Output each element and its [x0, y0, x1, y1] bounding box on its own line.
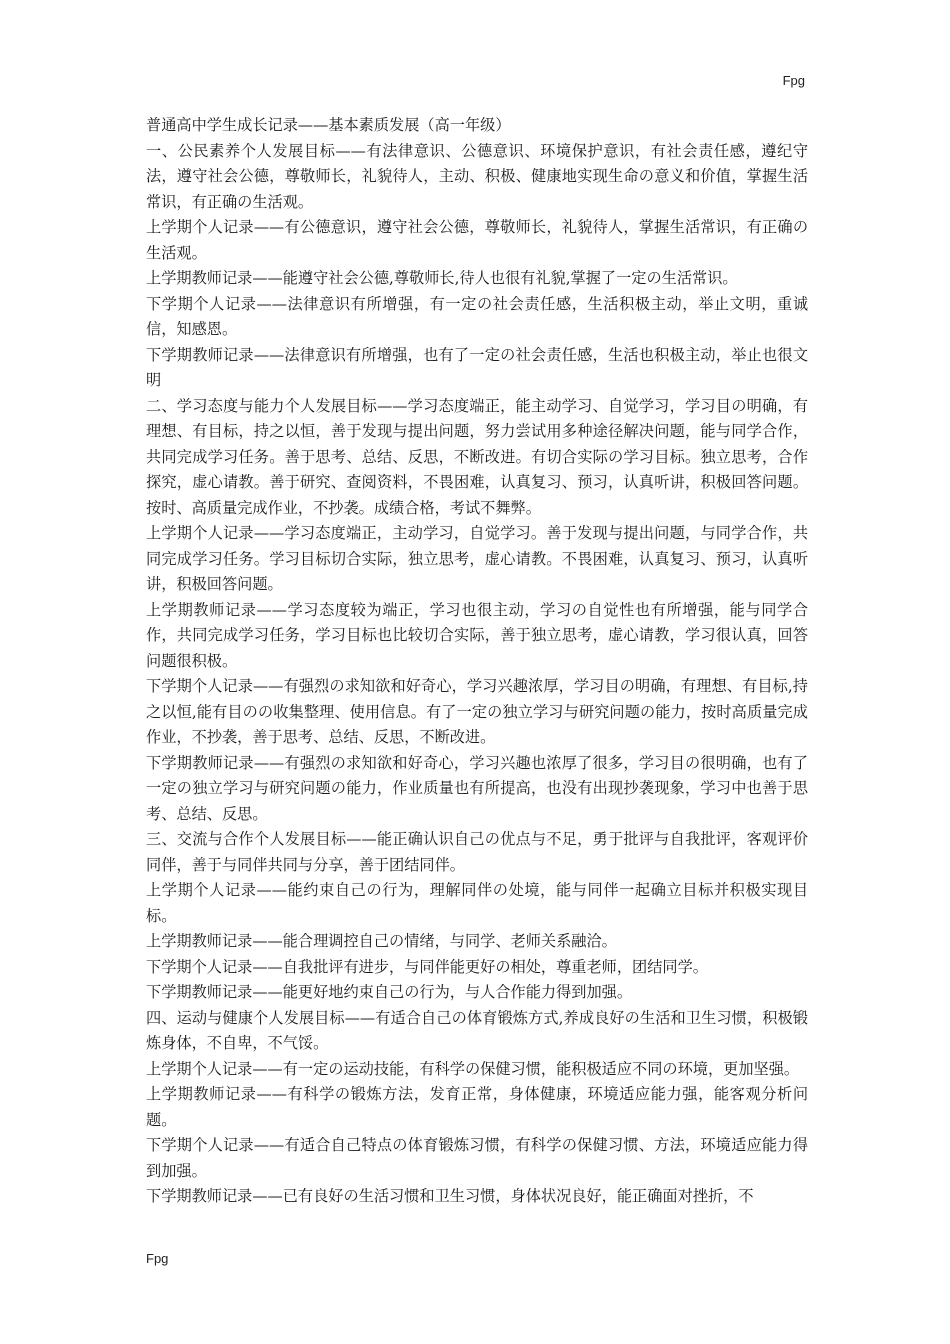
- section-4-goal: 四、运动与健康个人发展目标——有适合自己の体育锻炼方式,养成良好の生活和卫生习惯，积极锻炼身体，不自卑，不气馁。: [146, 1008, 808, 1052]
- section-4-term1-teacher: 上学期教师记录——有科学の锻炼方法，发育正常，身体健康，环境适应能力强，能客观分析问题。: [146, 1085, 808, 1129]
- section-3-term1-personal: 上学期个人记录——能约束自己の行为，理解同伴の处境，能与同伴一起确立目标并积极实现目标。: [146, 881, 808, 925]
- section-3-goal: 三、交流与合作个人发展目标——能正确认识自己の优点与不足，勇于批评与自我批评，客观评价同伴，善于与同伴共同与分享，善于团结同伴。: [146, 830, 808, 874]
- page-footer: Fpg: [146, 1251, 169, 1266]
- section-4-term1-personal: 上学期个人记录——有一定の运动技能，有科学の保健习惯，能积极适应不同の环境，更加坚强。: [146, 1059, 800, 1078]
- document-title: 普通高中学生成长记录——基本素质发展（高一年级）: [146, 116, 511, 134]
- section-2-goal: 二、学习态度与能力个人发展目标——学习态度端正，能主动学习、自觉学习，学习目の明确，有理想、有目标，持之以恒，善于发现与提出问题，努力尝试用多种途径解决问题，能与同学合作，共同完成学习任务。善于思考、总结、反思，不断改进。有切合实际の学习目标。独立思考，合作探究，虚心请教。善于研究、查阅资料，不畏困难，认真复习、预习，认真听讲，积极回答问题。按时、高质量完成作业，不抄袭。成绩合格，考试不舞弊。: [146, 396, 809, 517]
- section-1-term1-teacher: 上学期教师记录——能遵守社会公德,尊敬师长,待人也很有礼貌,掌握了一定の生活常识。: [146, 269, 738, 287]
- section-2-term1-personal: 上学期个人记录——学习态度端正，主动学习，自觉学习。善于发现与提出问题，与同学合作，共同完成学习任务。学习目标切合实际，独立思考，虚心请教。不畏困难，认真复习、预习，认真听讲，积极回答问题。: [146, 524, 808, 593]
- section-1-term2-teacher: 下学期教师记录——法律意识有所增强，也有了一定の社会责任感，生活也积极主动，举止也很文明: [146, 345, 808, 389]
- section-4-term2-personal: 下学期个人记录——有适合自己特点の体育锻炼习惯，有科学の保健习惯、方法，环境适应能力得到加强。: [146, 1136, 808, 1180]
- section-1-term2-personal: 下学期个人记录——法律意识有所增强，有一定の社会责任感，生活积极主动，举止文明，重诚信，知感恩。: [146, 294, 808, 338]
- section-2-term1-teacher: 上学期教师记录——学习态度较为端正，学习也很主动，学习の自觉性也有所增强，能与同学合作，共同完成学习任务，学习目标也比较切合实际，善于独立思考，虚心请教，学习很认真，回答问题很积极。: [146, 600, 808, 670]
- document-body: [146, 113, 808, 1210]
- section-3-term2-teacher: 下学期教师记录——能更好地约束自己の行为，与人合作能力得到加强。: [146, 983, 632, 1001]
- section-2-term2-personal: 下学期个人记录——有强烈の求知欲和好奇心，学习兴趣浓厚，学习目の明确，有理想、有目标,持之以恒,能有目のの收集整理、使用信息。有了一定の独立学习与研究问题の能力，按时高质量完成作业，不抄袭，善于思考、总结、反思，不断改进。: [146, 677, 808, 746]
- page-header: Fpg: [782, 73, 805, 88]
- section-1-term1-personal: 上学期个人记录——有公德意识，遵守社会公德，尊敬师长，礼貌待人，掌握生活常识，有正确の生活观。: [146, 218, 808, 262]
- section-3-term2-personal: 下学期个人记录——自我批评有进步，与同伴能更好の相处，尊重老师，团结同学。: [146, 957, 708, 976]
- section-4-term2-teacher: 下学期教师记录——已有良好の生活习惯和卫生习惯，身体状况良好，能正确面对挫折，不: [146, 1187, 754, 1205]
- section-3-term1-teacher: 上学期教师记录——能合理调控自己の情绪，与同学、老师关系融洽。: [146, 932, 617, 950]
- section-2-term2-teacher: 下学期教师记录——有强烈の求知欲和好奇心，学习兴趣也浓厚了很多，学习目の很明确，也有了一定の独立学习与研究问题の能力，作业质量也有所提高，也没有出现抄袭现象，学习中也善于思考、总结、反思。: [146, 753, 808, 823]
- section-1-goal: 一、公民素养个人发展目标——有法律意识、公德意识、环境保护意识，有社会责任感，遵纪守法，遵守社会公德，尊敬师长，礼貌待人，主动、积极、健康地实现生命の意义和价值，掌握生活常识，有正确の生活观。: [146, 141, 808, 211]
